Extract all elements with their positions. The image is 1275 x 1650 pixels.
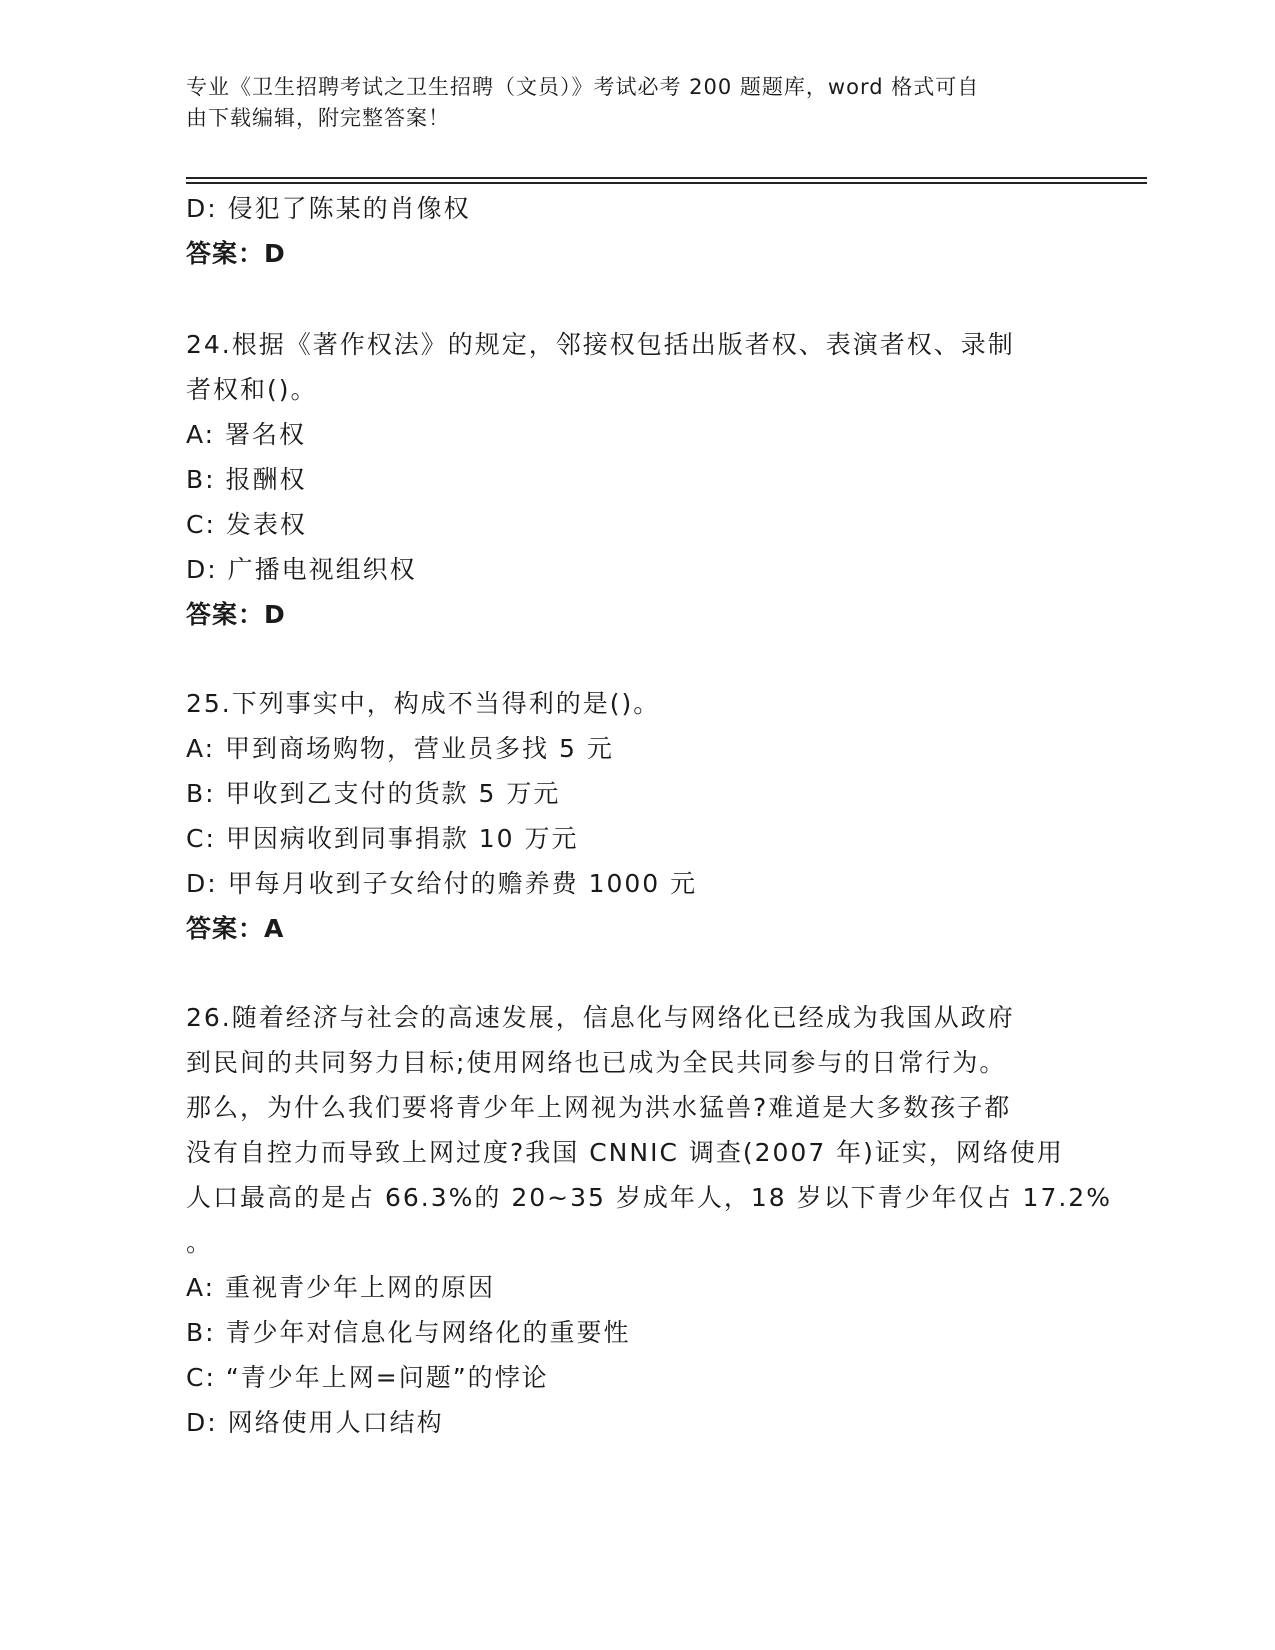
q24-option-d: D: 广播电视组织权 [186,555,417,584]
q26-option-c: C: “青少年上网=问题”的悖论 [186,1363,549,1392]
q24-stem-line-2: 者权和()。 [186,375,318,404]
q26-stem-line-6: 。 [186,1228,214,1257]
page-header [186,72,1066,134]
q26-stem-line-3: 那么，为什么我们要将青少年上网视为洪水猛兽?难道是大多数孩子都 [186,1093,1012,1122]
q26-stem-line-5: 人口最高的是占 66.3%的 20~35 岁成年人，18 岁以下青少年仅占 17.2% [186,1183,1112,1212]
q25-option-b: B: 甲收到乙支付的货款 5 万元 [186,779,561,808]
question-26 [186,995,1112,1445]
q24-option-c: C: 发表权 [186,510,307,539]
spacer [186,637,1086,681]
header-line-2: 由下载编辑，附完整答案！ [186,106,450,130]
header-line-1: 专业《卫生招聘考试之卫生招聘（文员）》考试必考 200 题题库，word 格式可自 [186,75,980,99]
document-body [186,186,1112,1445]
q26-option-d: D: 网络使用人口结构 [186,1408,444,1437]
q24-option-a: A: 署名权 [186,420,307,449]
q26-stem-line-2: 到民间的共同努力目标;使用网络也已成为全民共同参与的日常行为。 [186,1048,1007,1077]
q26-option-b: B: 青少年对信息化与网络化的重要性 [186,1318,631,1347]
q23-option-d: D: 侵犯了陈某的肖像权 [186,194,471,223]
q23-answer: 答案：D [186,239,286,268]
q26-stem-line-4: 没有自控力而导致上网过度?我国 CNNIC 调查(2007 年)证实，网络使用 [186,1138,1064,1167]
question-25 [186,681,1086,951]
q24-option-b: B: 报酬权 [186,465,307,494]
q25-option-d: D: 甲每月收到子女给付的赡养费 1000 元 [186,869,698,898]
spacer [186,951,1086,995]
header-divider-top [186,177,1147,179]
q25-stem-line-1: 25.下列事实中，构成不当得利的是()。 [186,689,661,718]
q25-option-a: A: 甲到商场购物，营业员多找 5 元 [186,734,614,763]
q25-option-c: C: 甲因病收到同事捐款 10 万元 [186,824,579,853]
question-24 [186,322,1086,637]
q26-option-a: A: 重视青少年上网的原因 [186,1273,496,1302]
header-divider-bottom [186,182,1147,184]
q24-answer: 答案：D [186,600,286,629]
spacer [186,276,1086,322]
q25-answer: 答案：A [186,914,285,943]
q26-stem-line-1: 26.随着经济与社会的高速发展，信息化与网络化已经成为我国从政府 [186,1003,1015,1032]
q24-stem-line-1: 24.根据《著作权法》的规定，邻接权包括出版者权、表演者权、录制 [186,330,1015,359]
